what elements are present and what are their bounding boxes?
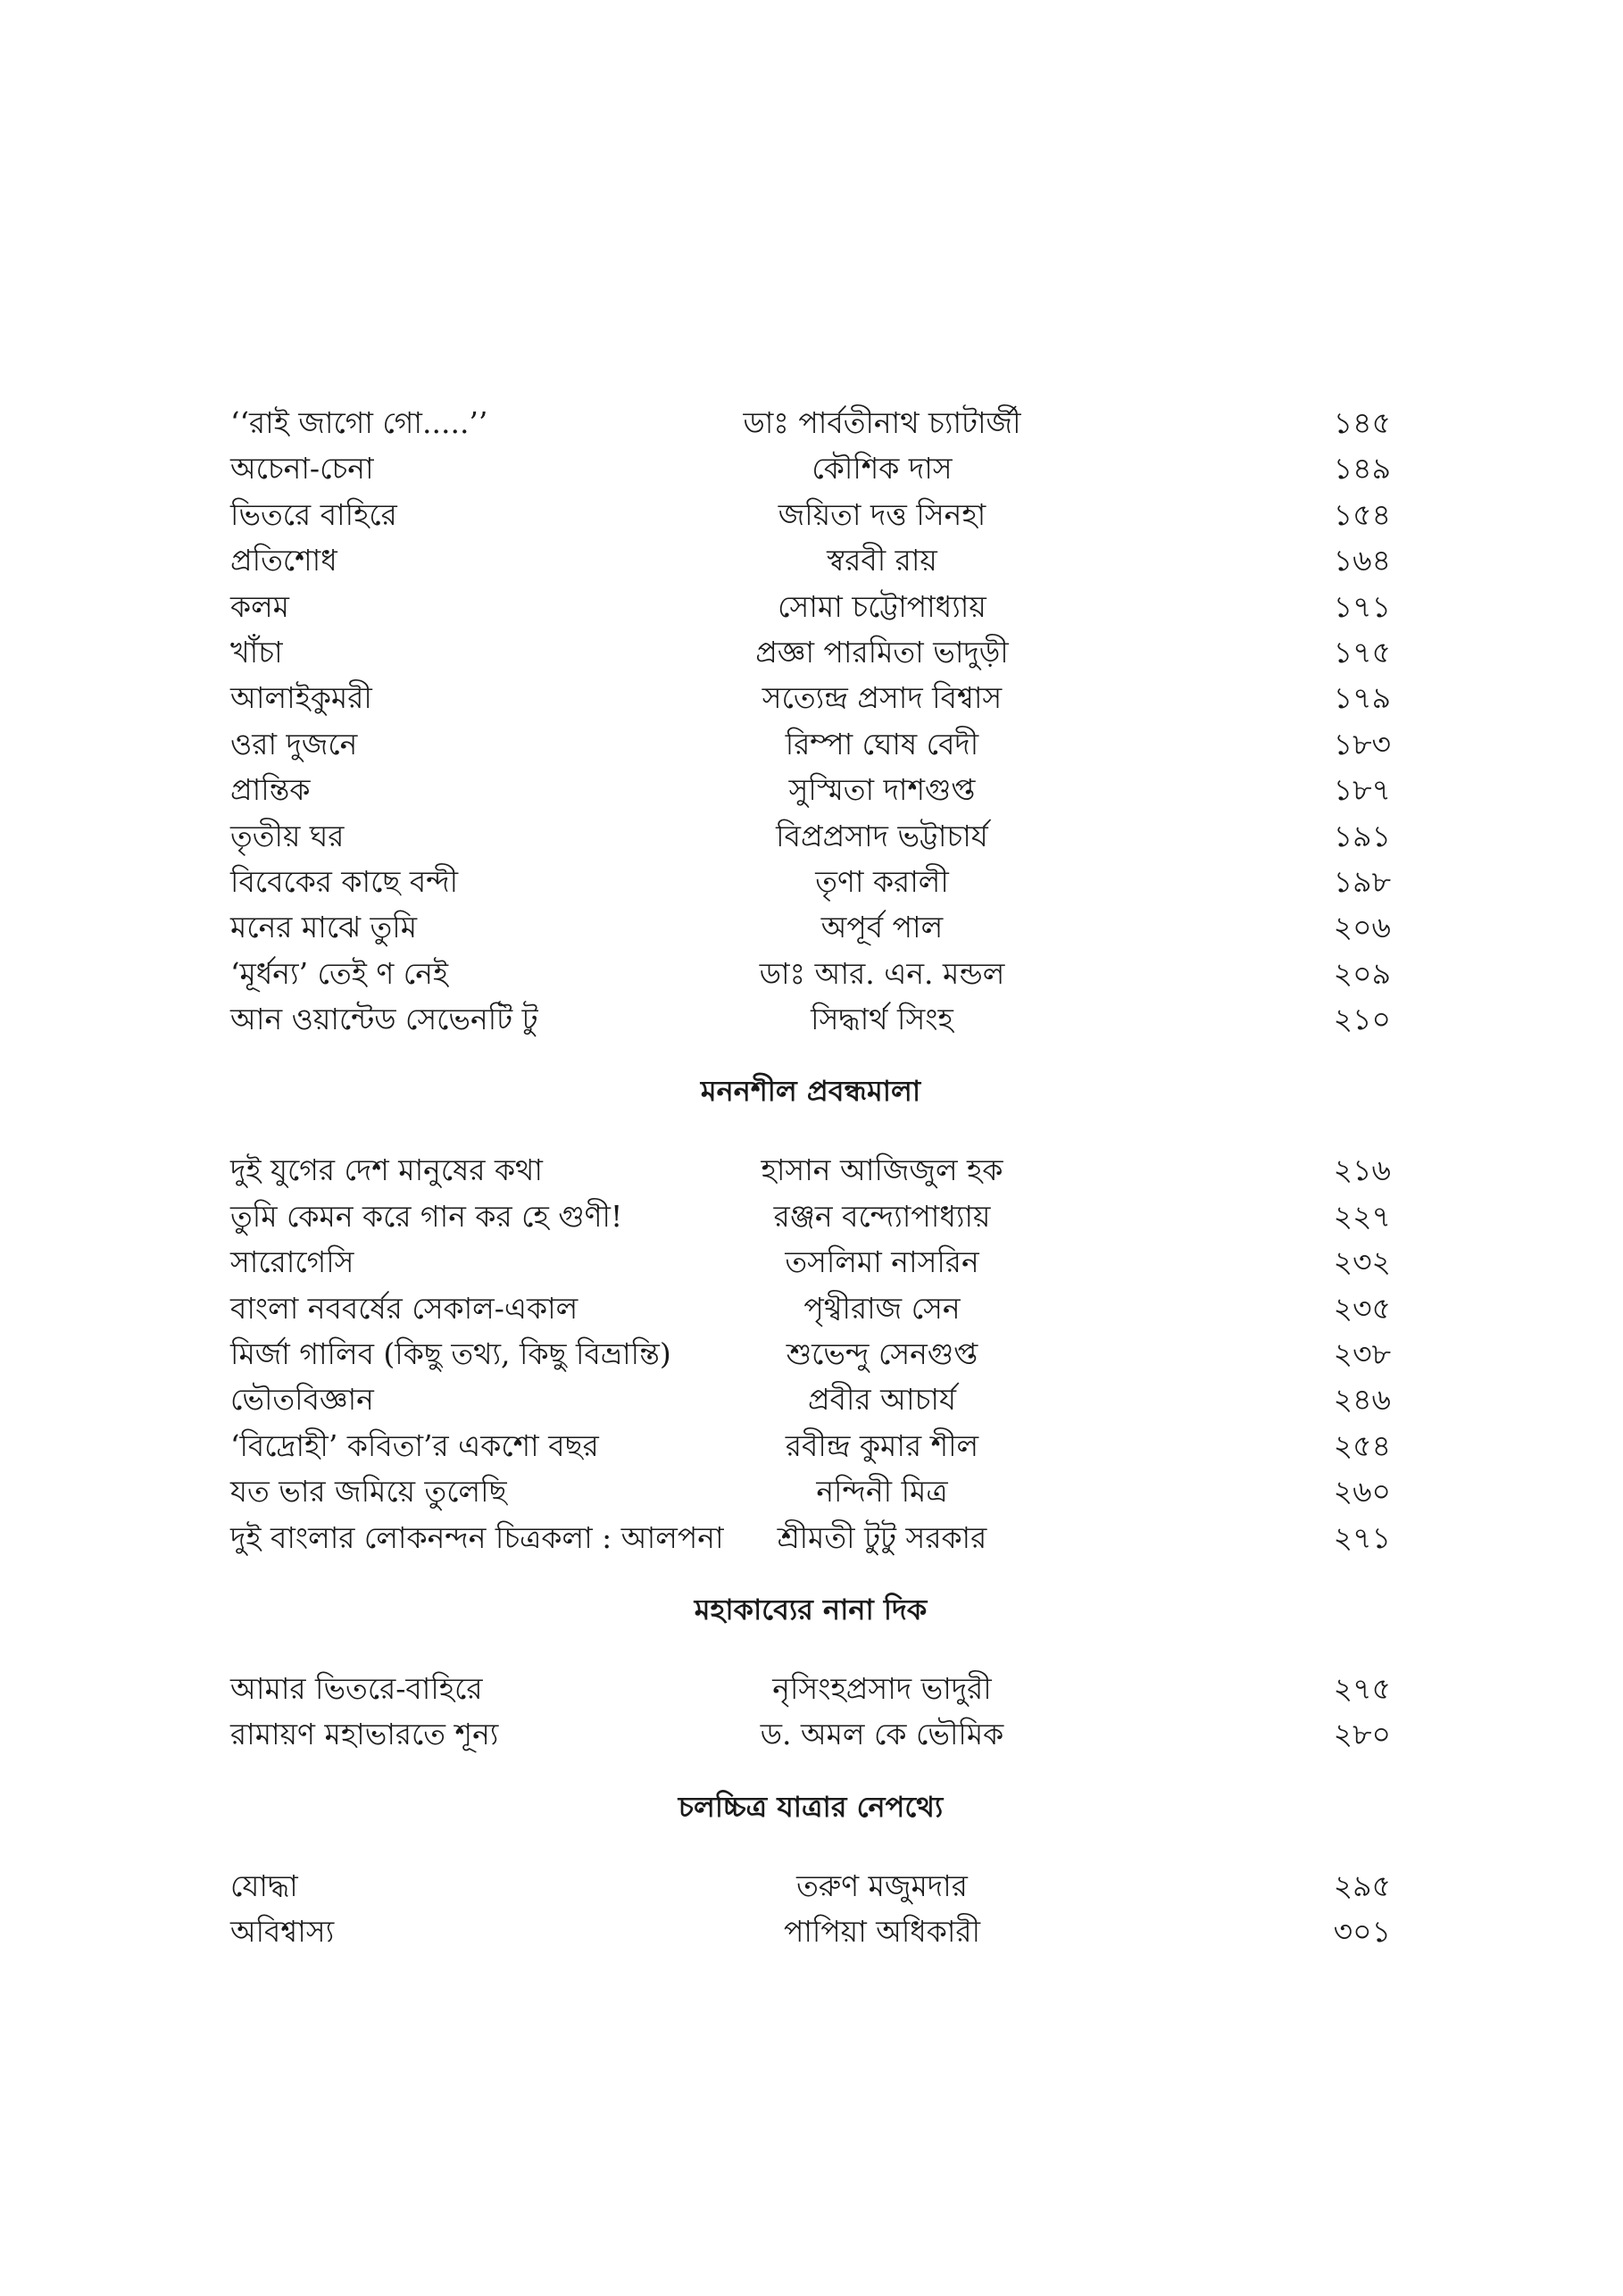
entry-author: নন্দিনী মিত্র [816,1474,948,1510]
entry-title: আমার ভিতরে-বাহিরে [230,1670,483,1706]
entry-page-number: ২১৬ [1333,1152,1391,1188]
toc-entry [230,1147,1391,1193]
toc-entry [230,1666,1391,1711]
entry-title: দুই যুগের দেশ মানুষের কথা [230,1152,543,1188]
section-heading: মননশীল প্রবন্ধমালা [700,1074,921,1109]
entry-title: তুমি কেমন করে গান কর হে গুণী! [230,1198,623,1234]
toc-entry [230,1863,1391,1909]
entry-author: তসলিমা নাসরিন [785,1244,979,1280]
entry-author: প্রজ্ঞা পারমিতা ভাদুড়ী [755,634,1009,670]
entry-title: অচেনা-চেনা [230,451,374,487]
entry-author: রঞ্জন বন্দ্যোপাধ্যায় [773,1198,991,1234]
entry-author: হাসান আজিজুল হক [761,1152,1003,1188]
toc-entry [230,996,1391,1042]
entry-author: স্বরবী রায় [827,543,937,578]
entry-title: দুই বাংলার লোকনন্দন চিত্রকলা : আলপনা [230,1519,724,1555]
entry-page-number: ১৭৫ [1333,634,1391,670]
entry-title: আন ওয়ান্টেড সেভেনটি টু [230,1002,538,1037]
entry-page-number: ২১০ [1333,1002,1391,1037]
entry-author: তৃণা করালী [815,863,949,899]
entry-page-number: ২২৭ [1333,1198,1391,1234]
entry-page-number: ২৯৫ [1333,1868,1391,1903]
entry-author: অপূর্ব পাল [820,910,944,945]
entry-page-number: ২৩৫ [1333,1290,1391,1326]
toc-entry [230,1285,1391,1331]
entry-title: যত ভার জমিয়ে তুলেছি [230,1474,507,1510]
entry-author: সত্যেন্দ্র প্রসাদ বিশ্বাস [762,680,1003,716]
entry-title: রামায়ণ মহাভারতে শূন্য [230,1717,499,1752]
entry-author: প্রবীর আচার্য [808,1382,956,1418]
entry-author: পৃথ্বীরাজ সেন [803,1290,961,1326]
toc-entry [230,492,1391,537]
entry-page-number: ১৯১ [1333,818,1391,853]
entry-author: ড. অমল কে ভৌমিক [760,1717,1004,1752]
toc-section [230,400,1391,1042]
toc-section [230,1042,1391,1560]
entry-author: জয়িতা দত্ত সিনহা [778,496,986,532]
entry-author: তরুণ মজুমদার [796,1868,968,1903]
toc-entry [230,400,1391,445]
toc-entry [230,675,1391,720]
entry-page-number: ২০৬ [1333,910,1391,945]
entry-title: ‘মূর্ধন্য’ তেই ণ নেই [230,955,449,991]
toc-entry [230,445,1391,491]
entry-page-number: ১৭৯ [1333,680,1391,716]
entry-title: যোদ্ধা [230,1868,298,1903]
entry-title: সারোগেসি [230,1244,354,1280]
entry-author: পাপিয়া অধিকারী [783,1914,981,1950]
toc-entry [230,859,1391,904]
entry-title: ‘বিদ্রোহী’ কবিতা’র একশো বছর [230,1427,599,1463]
entry-author: ডাঃ আর. এন. মন্ডল [759,955,1005,991]
toc-entry [230,1468,1391,1514]
entry-title: প্রান্তিক [230,772,311,808]
entry-author: সোমা চট্টোপাধ্যায় [778,588,986,624]
section-heading: মহাকাব্যের নানা দিক [694,1592,928,1626]
toc-section [230,1758,1391,1955]
toc-entry [230,951,1391,996]
entry-title: ভৌতবিজ্ঞান [230,1382,374,1418]
toc-entry [230,1909,1391,1954]
entry-title: প্রতিশোধ [230,543,337,578]
entry-title: বিবেকের কাছে বন্দী [230,863,459,899]
entry-author: সুস্মিতা দাশগুপ্ত [788,772,976,808]
entry-page-number: ১৮৭ [1333,772,1391,808]
entry-title: কলম [230,588,290,624]
entry-page-number: ২৭১ [1333,1519,1391,1555]
entry-title: বাংলা নববর্ষের সেকাল-একাল [230,1290,578,1326]
entry-title: খাঁচা [230,634,283,670]
entry-page-number: ১৬৪ [1333,543,1391,578]
toc-entry [230,1239,1391,1285]
entry-author: নৃসিংহপ্রসাদ ভাদুরী [772,1670,992,1706]
toc-entry [230,904,1391,950]
entry-page-number: ২৫৪ [1333,1427,1391,1463]
entry-author: শুভেন্দু সেনগুপ্ত [786,1336,978,1372]
entry-page-number: ২৮০ [1333,1717,1391,1752]
toc-entry [230,1194,1391,1239]
entry-author: বিপ্রপ্রসাদ ভট্টাচার্য [776,818,988,853]
entry-page-number: ২০৯ [1333,955,1391,991]
toc-entry [230,1423,1391,1468]
entry-author: সিদ্ধার্থ সিংহ [811,1002,953,1037]
entry-author: রিম্পা ঘোষ বেদী [785,726,979,761]
entry-author: কৌশিক দাস [812,451,953,487]
entry-page-number: ১৮৩ [1333,726,1391,761]
entry-author: শ্রীমতী টুটু সরকার [777,1519,987,1555]
toc-entry [230,537,1391,583]
section-heading: চলচ্চিত্র যাত্রার নেপথ্যে [678,1789,944,1824]
entry-page-number: ২৬০ [1333,1474,1391,1510]
toc-section [230,1560,1391,1758]
toc-entry [230,1711,1391,1757]
entry-title: মির্জা গালিব (কিছু তথ্য, কিছু বিভ্রান্তি) [230,1336,671,1372]
entry-page-number: ২৭৫ [1333,1670,1391,1706]
toc-entry [230,767,1391,812]
entry-title: ওরা দুজনে [230,726,358,761]
entry-page-number: ১৫৪ [1333,496,1391,532]
entry-title: অবিশ্বাস্য [230,1914,335,1950]
entry-page-number: ১৯৮ [1333,863,1391,899]
entry-page-number: ৩০১ [1333,1914,1391,1950]
entry-author: ডাঃ পার্বতীনাথ চ্যাটার্জী [743,405,1021,440]
entry-title: আলাইকুমরী [230,680,372,716]
entry-title: মনের মাঝে তুমি [230,910,418,945]
table-of-contents [230,400,1391,1955]
entry-page-number: ২৩২ [1333,1244,1391,1280]
toc-entry [230,1377,1391,1422]
toc-entry [230,629,1391,675]
entry-page-number: ২৪৬ [1333,1382,1391,1418]
entry-page-number: ১৪৫ [1333,405,1391,440]
toc-entry [230,1515,1391,1560]
entry-page-number: ১৭১ [1333,588,1391,624]
entry-title: তৃতীয় ঘর [230,818,345,853]
entry-author: রবীন্দ্র কুমার শীল [785,1427,979,1463]
entry-page-number: ১৪৯ [1333,451,1391,487]
toc-entry [230,721,1391,767]
entry-page-number: ২৩৮ [1333,1336,1391,1372]
entry-title: ভিতরে বাহিরে [230,496,397,532]
toc-entry [230,813,1391,859]
toc-entry [230,1331,1391,1377]
entry-title: ‘‘রাই জাগো গো.....’’ [230,405,488,440]
toc-entry [230,584,1391,629]
